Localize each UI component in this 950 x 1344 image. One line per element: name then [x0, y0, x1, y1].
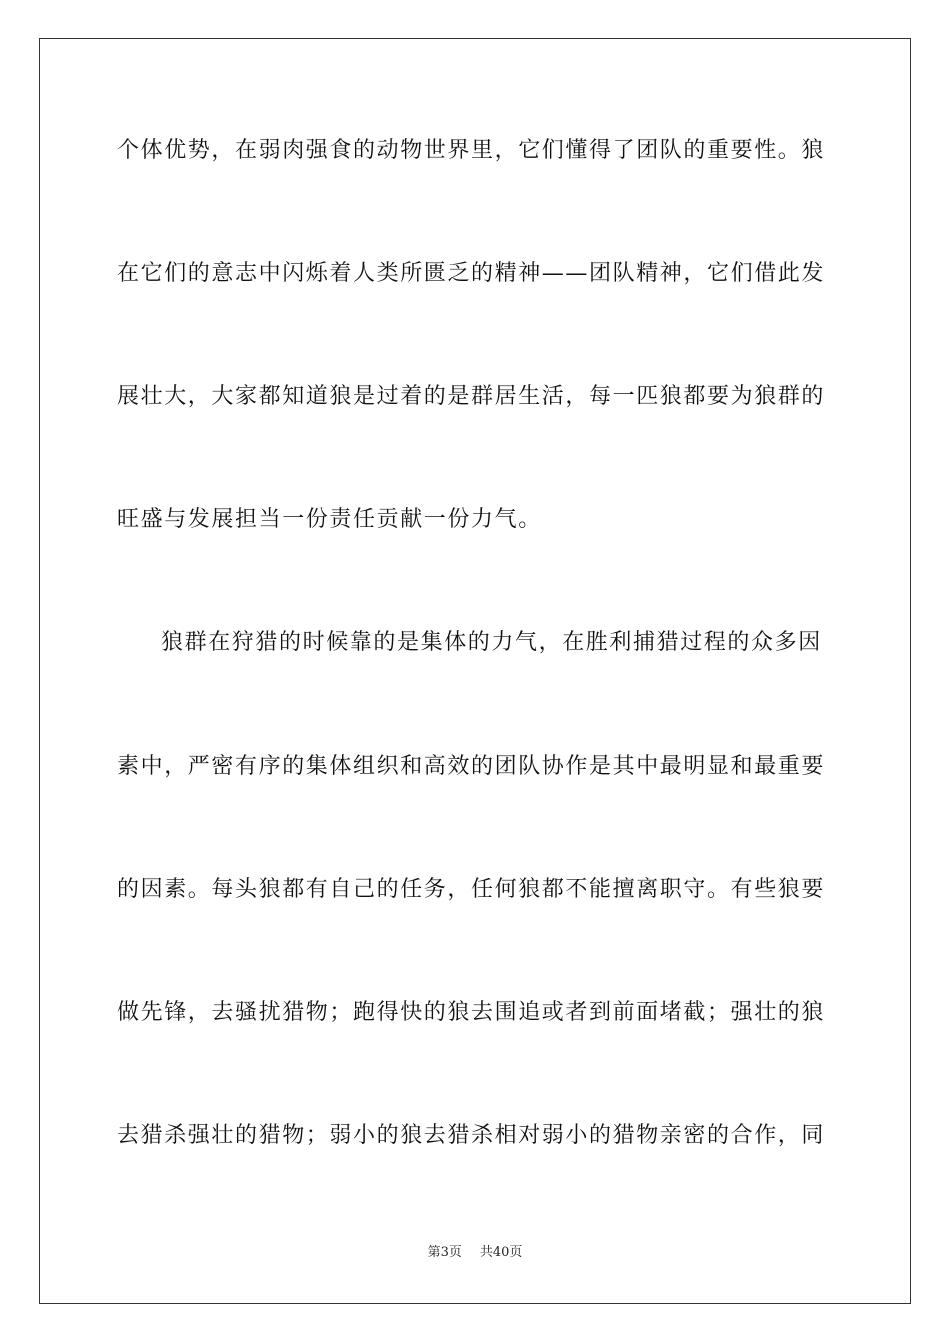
page-footer	[0, 1244, 950, 1262]
text-line-9: 去猎杀强壮的猎物；弱小的狼去猎杀相对弱小的猎物亲密的合作，同	[117, 1123, 826, 1148]
text-line-1: 个体优势，在弱肉强食的动物世界里，它们懂得了团队的重要性。狼	[117, 138, 826, 163]
text-line-2: 在它们的意志中闪烁着人类所匮乏的精神——团队精神，它们借此发	[117, 261, 826, 286]
text-line-4: 旺盛与发展担当一份责任贡献一份力气。	[117, 507, 542, 532]
page-number: 第3页	[427, 1245, 462, 1260]
text-line-7: 的因素。每头狼都有自己的任务，任何狼都不能擅离职守。有些狼要	[117, 877, 826, 902]
text-line-8: 做先锋，去骚扰猎物；跑得快的狼去围追或者到前面堵截；强壮的狼	[117, 1000, 826, 1025]
page-border	[39, 38, 911, 1304]
page-total: 共40页	[479, 1245, 523, 1260]
text-line-6: 素中，严密有序的集体组织和高效的团队协作是其中最明显和最重要	[117, 754, 826, 779]
text-line-3: 展壮大，大家都知道狼是过着的是群居生活，每一匹狼都要为狼群的	[117, 384, 826, 409]
text-line-5: 狼群在狩猎的时候靠的是集体的力气，在胜利捕猎过程的众多因	[161, 630, 822, 655]
